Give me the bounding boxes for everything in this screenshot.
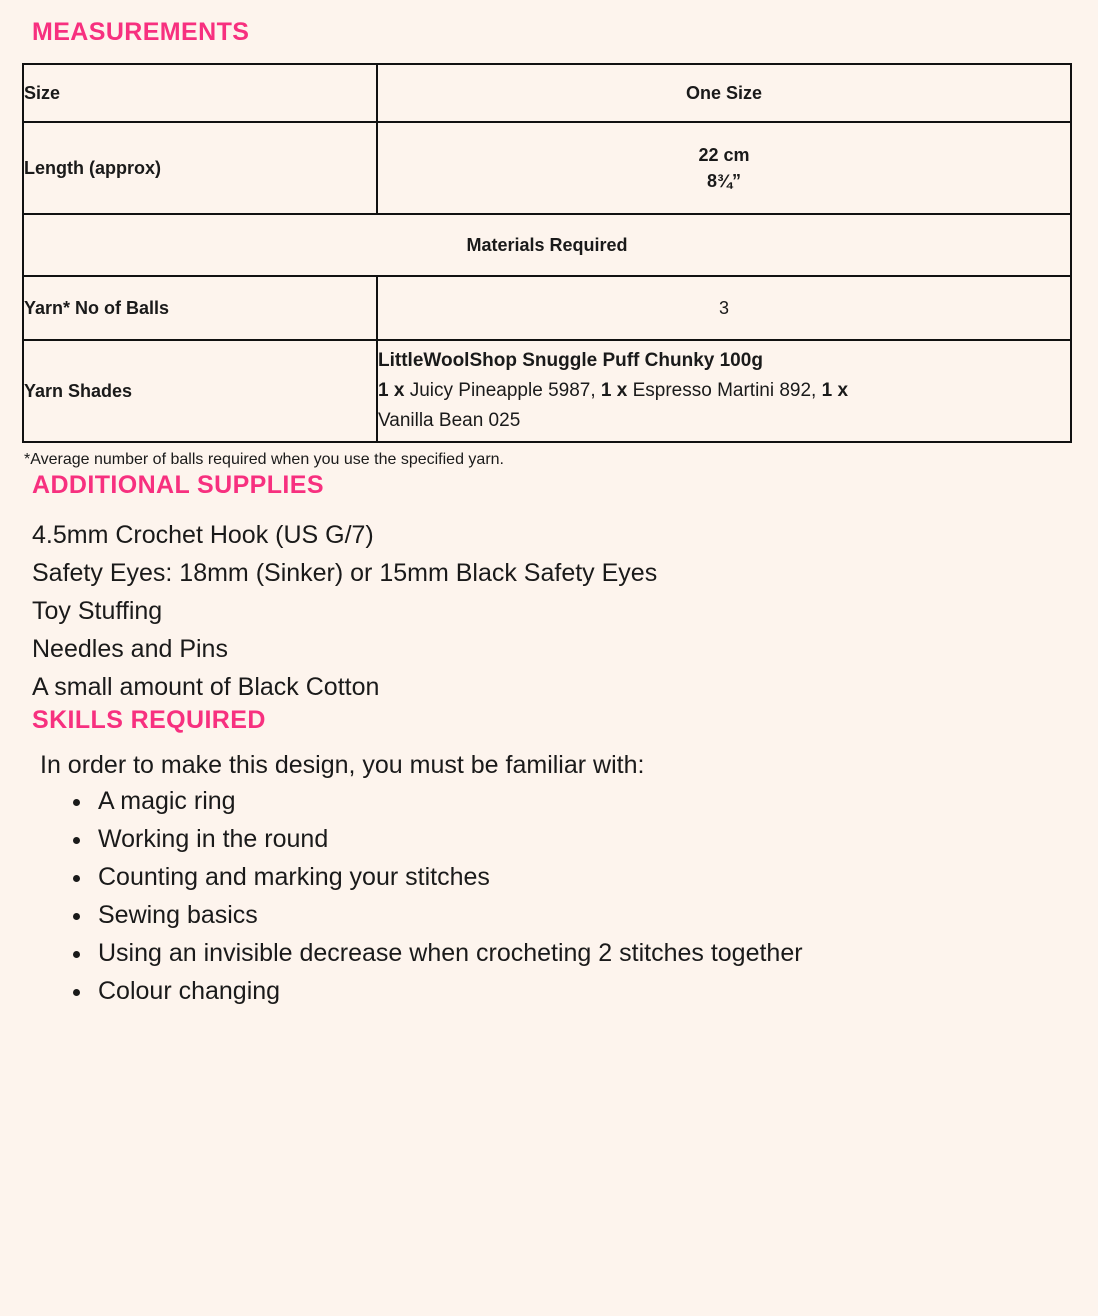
row-value-yarn-shades — [377, 340, 1071, 442]
list-item: • A magic ring — [94, 782, 1082, 820]
measurements-heading: MEASUREMENTS — [32, 18, 250, 46]
row-value-size: One Size — [377, 64, 1071, 122]
list-item: Toy Stuffing — [32, 597, 163, 625]
yarn-product-name: LittleWoolShop Snuggle Puff Chunky 100g — [378, 349, 763, 371]
list-item: • Colour changing — [94, 972, 1082, 1010]
measurements-table — [22, 63, 1072, 443]
shade-qty-2: 1 x — [600, 379, 628, 401]
list-item: • Using an invisible decrease when crocheting 2 stitches together — [94, 934, 1082, 972]
row-value-yarn-balls: 3 — [377, 276, 1071, 340]
row-label-yarn-shades: Yarn Shades — [23, 340, 377, 442]
list-item: 4.5mm Crochet Hook (US G/7) — [32, 521, 374, 549]
length-inches: 8¾” — [706, 171, 742, 191]
table-row — [23, 276, 1071, 340]
table-row — [23, 214, 1071, 276]
skills-required-heading: SKILLS REQUIRED — [32, 706, 266, 734]
list-item: A small amount of Black Cotton — [32, 673, 380, 701]
length-cm: 22 cm — [698, 144, 750, 165]
shade-qty-1: 1 x — [378, 379, 405, 401]
table-row — [23, 340, 1071, 442]
list-item: • Counting and marking your stitches — [94, 858, 1082, 896]
list-item: • Sewing basics — [94, 896, 1082, 934]
row-label-length: Length (approx) — [23, 122, 377, 214]
row-label-yarn-balls: Yarn* No of Balls — [23, 276, 377, 340]
additional-supplies-list — [32, 516, 1082, 706]
table-row — [23, 122, 1071, 214]
shade-qty-3: 1 x — [821, 379, 849, 401]
shade-name-3: Vanilla Bean 025 — [378, 410, 521, 431]
shade-name-1: Juicy Pineapple 5987, — [404, 379, 601, 401]
skills-required-list — [32, 782, 1082, 1010]
materials-required-label: Materials Required — [23, 214, 1071, 276]
row-label-size: Size — [23, 64, 377, 122]
row-value-length — [377, 122, 1071, 214]
list-item: Needles and Pins — [32, 635, 228, 663]
shade-name-2: Espresso Martini 892, — [627, 379, 822, 401]
additional-supplies-heading: ADDITIONAL SUPPLIES — [32, 471, 324, 499]
list-item: • Working in the round — [94, 820, 1082, 858]
measurements-footnote: *Average number of balls required when you use the specified yarn. — [24, 451, 504, 468]
skills-intro-text: In order to make this design, you must be familiar with: — [40, 751, 645, 779]
table-row — [23, 64, 1071, 122]
list-item: Safety Eyes: 18mm (Sinker) or 15mm Black Safety Eyes — [32, 559, 658, 587]
